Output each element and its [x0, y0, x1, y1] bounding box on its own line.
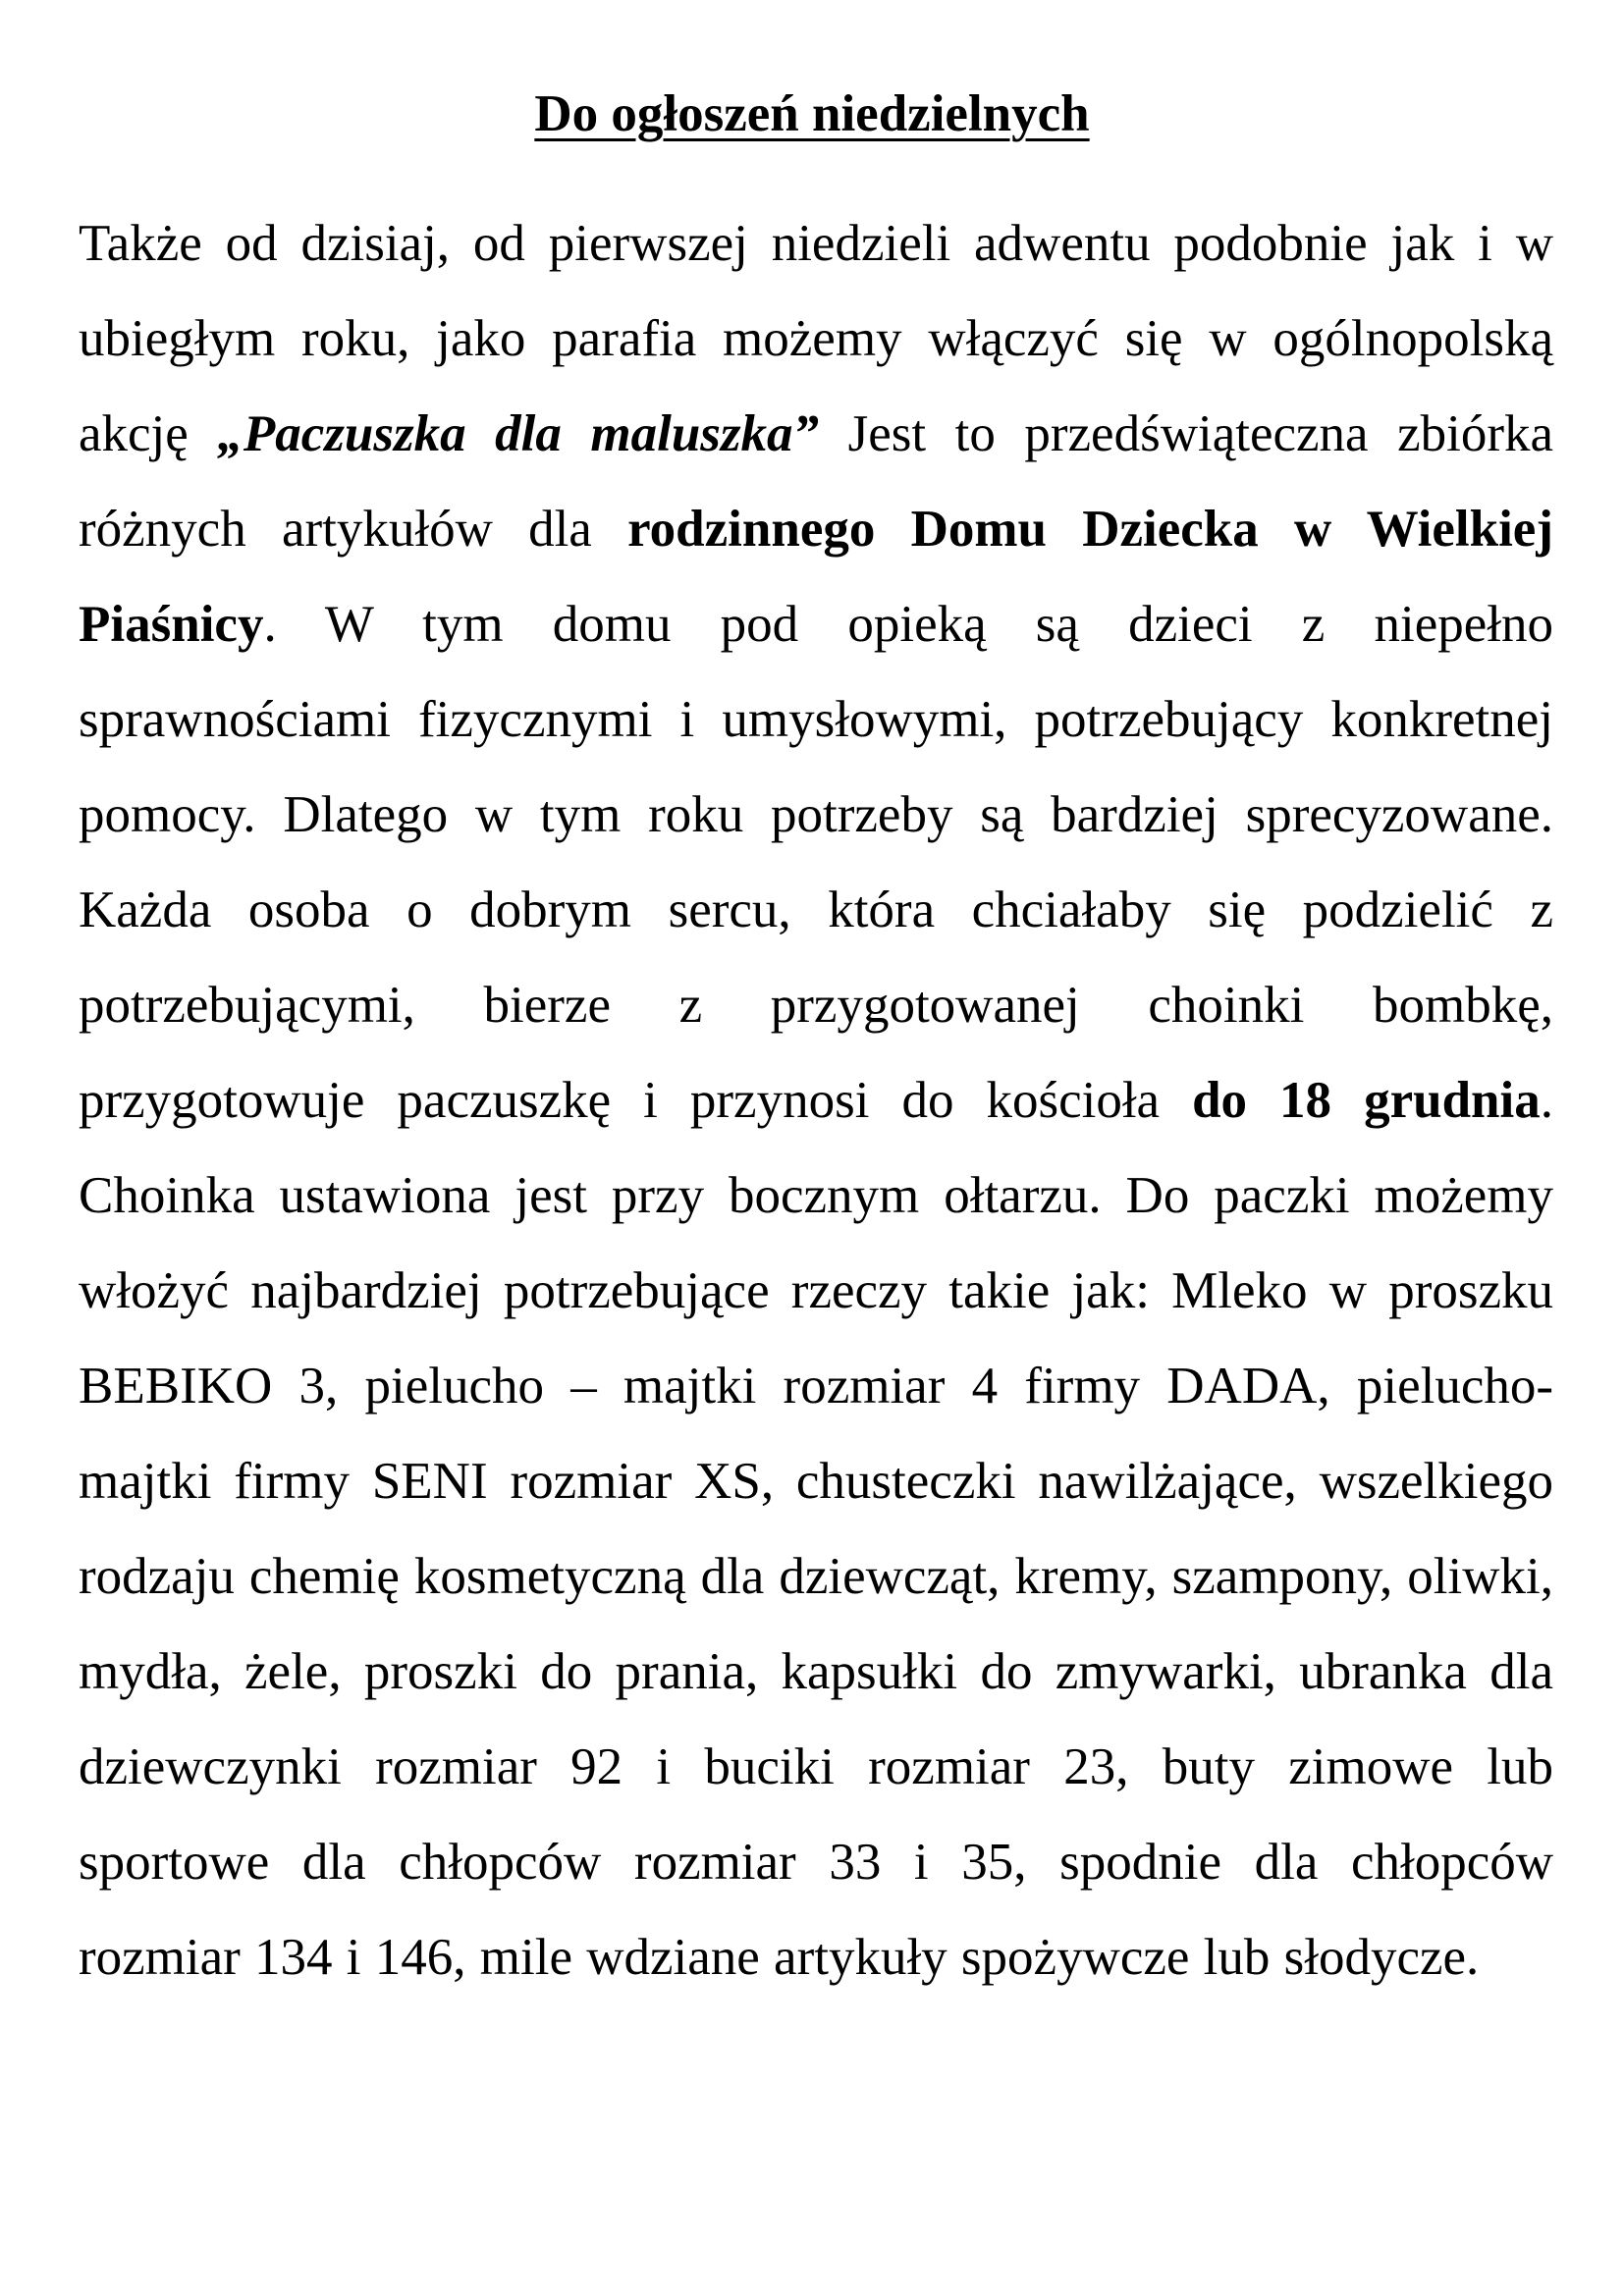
text-run-items-list: . Choinka ustawiona jest przy bocznym ołtarzu. Do paczki możemy włożyć najbardziej potrzebujące rzeczy takie jak: Mleko w proszku BEBIKO 3, pielucho – majtki rozmiar 4 firmy DADA, pielucho-majtki firmy SENI rozmiar XS, chusteczki nawilżające, wszelkiego rodzaju chemię kosmetyczną dla dziewcząt, kremy, szampony, oliwki, mydła, żele, proszki do prania, kapsułki do zmywarki, ubranka dla dziewczynki rozmiar 92 i buciki rozmiar 23, buty zimowe lub sportowe dla chłopców rozmiar 33 i 35, spodnie dla chłopców rozmiar 134 i 146, mile wdziane artykuły spożywcze lub słodycze.: [79, 1072, 1553, 1986]
page-title-text: Do ogłoszeń niedzielnych: [534, 85, 1090, 142]
deadline-date: do 18 grudnia: [1192, 1072, 1541, 1129]
page-title: [0, 82, 1624, 145]
text-run-collection: Jest to przedświąteczna zbiórka różnych artykułów dla: [79, 405, 1553, 558]
campaign-name: „Paczuszka dla maluszka”: [217, 405, 820, 462]
orphanage-name: rodzinnego Domu Dziecka w Wielkiej Piaśnicy: [79, 501, 1553, 653]
text-run-intro: Także od dzisiaj, od pierwszej niedzieli adwentu podobnie jak i w ubiegłym roku, jako parafia możemy włączyć się w ogólnopolską akcję: [79, 215, 1553, 462]
announcement-paragraph: [79, 196, 1553, 2005]
text-run-instructions: . W tym domu pod opieką są dzieci z niepełno sprawnościami fizycznymi i umysłowymi, potrzebujący konkretnej pomocy. Dlatego w tym roku potrzeby są bardziej sprecyzowane. Każda osoba o dobrym sercu, która chciałaby się podzielić z potrzebującymi, bierze z przygotowanej choinki bombkę, przygotowuje paczuszkę i przynosi do kościoła: [79, 596, 1553, 1129]
